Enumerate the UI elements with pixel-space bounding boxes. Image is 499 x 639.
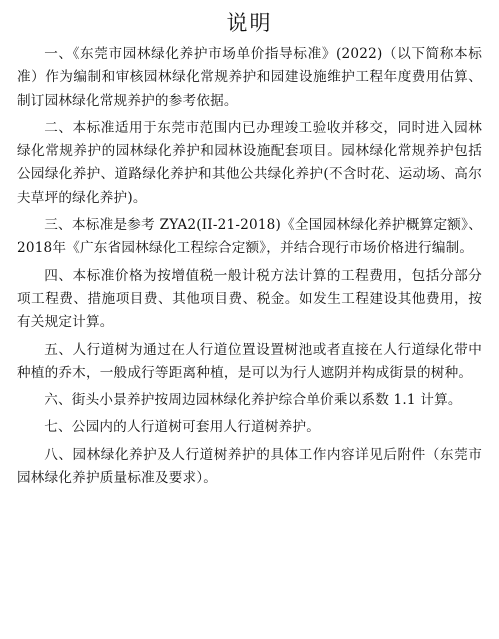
paragraph-6: 六、街头小景养护按周边园林绿化养护综合单价乘以系数 1.1 计算。 <box>44 392 462 409</box>
paragraph-8: 八、园林绿化养护及人行道树养护的具体工作内容详见后附件（东莞市园林绿化养护质量标准及要求）。 <box>17 446 482 487</box>
paragraph-2: 二、本标准适用于东莞市范围内已办理竣工验收并移交，同时进入园林绿化常规养护的园林绿化养护和园林设施配套项目。园林绿化常规养护包括公园绿化养护、道路绿化养护和其他公共绿化养护(不含时花、运动场、高尔夫草坪的绿化养护)。 <box>17 119 482 206</box>
paragraph-4: 四、本标准价格为按增值税一般计税方法计算的工程费用，包括分部分项工程费、措施项目费、其他项目费、税金。如发生工程建设其他费用，按有关规定计算。 <box>17 267 482 331</box>
paragraph-5: 五、人行道树为通过在人行道位置设置树池或者直接在人行道绿化带中种植的乔木，一般成行等距离种植，是可以为行人遮阴并构成街景的树种。 <box>17 341 482 381</box>
paragraph-3: 三、本标准是参考 ZYA2(II-21-2018)《全国园林绿化养护概算定额》、2018年《广东省园林绿化工程综合定额》，并结合现行市场价格进行编制。 <box>17 217 482 257</box>
document-title: 说明 <box>226 11 273 35</box>
paragraph-7: 七、公园内的人行道树可套用人行道树养护。 <box>44 419 321 436</box>
paragraph-1: 一、《东莞市园林绿化养护市场单价指导标准》(2022)（以下简称本标准）作为编制和审核园林绿化常规养护和园建设施维护工程年度费用估算、制订园林绿化常规养护的参考依据。 <box>17 46 482 109</box>
